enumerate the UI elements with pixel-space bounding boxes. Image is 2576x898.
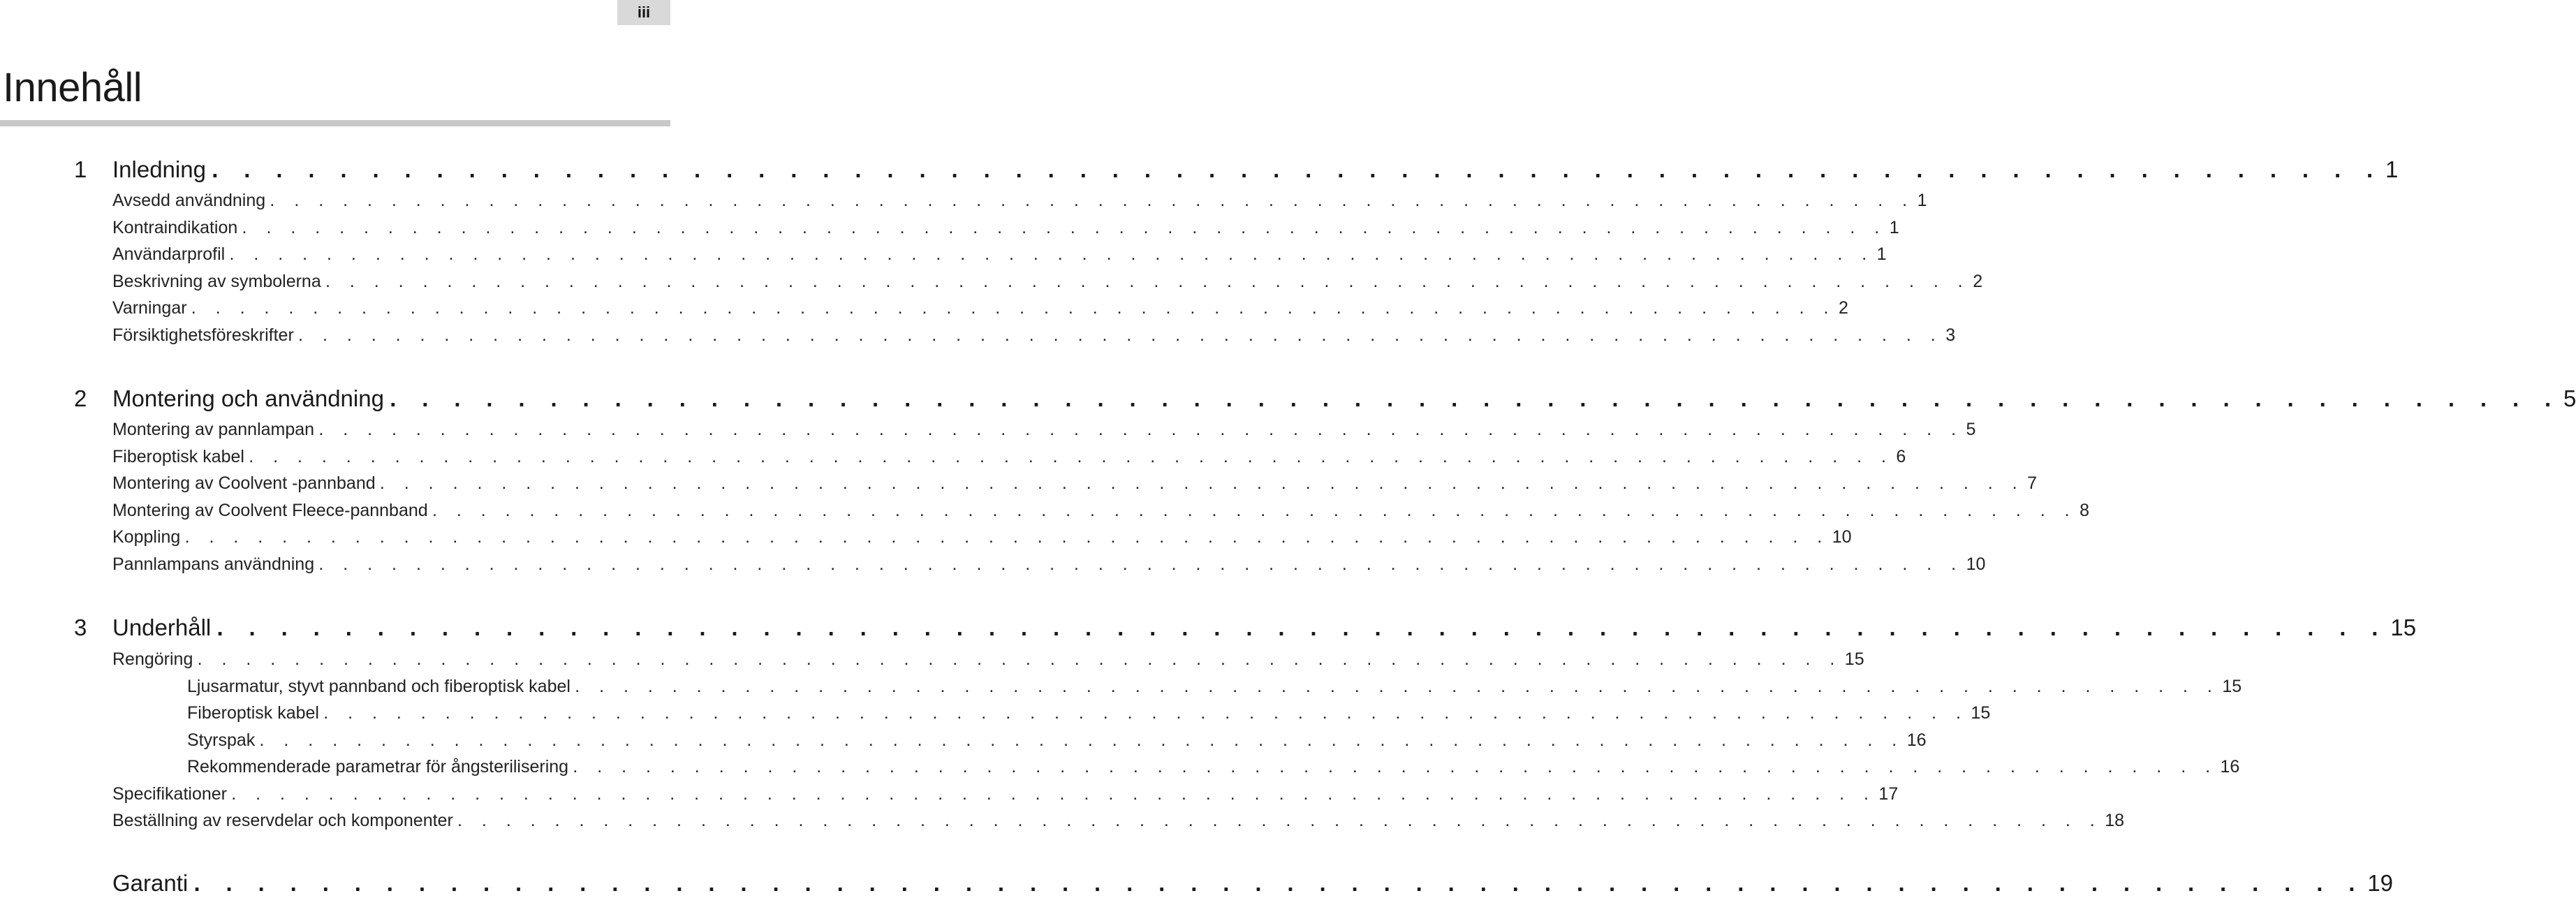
leader-dots: . . . . . . . . . . . . . . . . . . . . . . . . . . . . . . . . . . . . . . . . . . . . . . . . . . . . . . . . . . . . . . . . . . . . xyxy=(573,757,2218,776)
toc-item[interactable] xyxy=(112,499,2090,522)
leader-dots: . . . . . . . . . . . . . . . . . . . . . . . . . . . . . . . . . . . . . . . . . . . . . . . . . . . . . . . . . . . . . . . . . . . . xyxy=(197,649,1842,669)
toc-chapter-3-title: Underhåll xyxy=(112,614,212,640)
toc-item-page: 1 xyxy=(1876,244,1887,264)
page-number: iii xyxy=(617,0,670,25)
toc-item-page: 2 xyxy=(1838,298,1848,318)
toc-item[interactable] xyxy=(112,418,1976,441)
toc-subitem[interactable] xyxy=(187,702,1991,724)
toc-item[interactable] xyxy=(112,297,1848,319)
toc-item-label: Rekommenderade parametrar för ångsterilisering xyxy=(187,757,569,776)
toc-item[interactable] xyxy=(112,270,1983,293)
toc-item[interactable] xyxy=(112,189,1927,212)
leader-dots: . . . . . . . . . . . . . . . . . . . . . . . . . . . . . . . . . . . . . . . . . . . . . . . . . . . . . . . . . . . . . . . . . . . . xyxy=(318,554,1964,574)
toc-item-label: Kontraindikation xyxy=(112,218,238,237)
toc-item[interactable] xyxy=(112,472,2037,494)
toc-item-label: Fiberoptisk kabel xyxy=(112,447,244,466)
toc-chapter-warranty[interactable] xyxy=(112,869,2394,898)
toc-item-label: Beställning av reservdelar och komponenter xyxy=(112,811,453,830)
toc-item-label: Ljusarmatur, styvt pannband och fiberoptisk kabel xyxy=(187,677,571,696)
toc-chapter-2-page: 5 xyxy=(2563,385,2576,411)
toc-item[interactable] xyxy=(112,809,2125,832)
toc-item-label: Avsedd användning xyxy=(112,191,266,210)
toc-item-label: Rengöring xyxy=(112,649,193,669)
toc-chapter-warranty-page: 19 xyxy=(2367,870,2394,896)
leader-dots: . . . . . . . . . . . . . . . . . . . . . . . . . . . . . . . . . . . . . . . . . . . . . . . . . . . . . . . . . . . . . . . . . . . . xyxy=(216,614,2388,640)
leader-dots: . . . . . . . . . . . . . . . . . . . . . . . . . . . . . . . . . . . . . . . . . . . . . . . . . . . . . . . . . . . . . . . . . . . . xyxy=(270,191,1915,210)
toc-item-label: Styrspak xyxy=(187,730,256,750)
toc-item-page: 15 xyxy=(2222,677,2242,696)
toc-chapter-1[interactable] xyxy=(112,155,2399,184)
toc-item-label: Fiberoptisk kabel xyxy=(187,703,319,723)
leader-dots: . . . . . . . . . . . . . . . . . . . . . . . . . . . . . . . . . . . . . . . . . . . . . . . . . . . . . . . . . . . . . . . . . . . . xyxy=(325,272,1971,291)
toc-item-label: Försiktighetsföreskrifter xyxy=(112,325,294,345)
toc-item-page: 16 xyxy=(2220,757,2240,776)
leader-dots: . . . . . . . . . . . . . . . . . . . . . . . . . . . . . . . . . . . . . . . . . . . . . . . . . . . . . . . . . . . . . . . . . . . . xyxy=(191,298,1836,318)
toc-item-page: 1 xyxy=(1917,191,1927,210)
leader-dots: . . . . . . . . . . . . . . . . . . . . . . . . . . . . . . . . . . . . . . . . . . . . . . . . . . . . . . . . . . . . . . . . . . . . xyxy=(575,677,2220,696)
leader-dots: . . . . . . . . . . . . . . . . . . . . . . . . . . . . . . . . . . . . . . . . . . . . . . . . . . . . . . . . . . . . . . . . . . . . xyxy=(242,218,1887,237)
toc-item-label: Koppling xyxy=(112,527,181,547)
toc-item[interactable] xyxy=(112,783,1899,805)
toc-chapter-3-page: 15 xyxy=(2390,614,2417,640)
leader-dots: . . . . . . . . . . . . . . . . . . . . . . . . . . . . . . . . . . . . . . . . . . . . . . . . . . . . . . . . . . . . . . . . . . . . xyxy=(323,703,1968,723)
leader-dots: . . . . . . . . . . . . . . . . . . . . . . . . . . . . . . . . . . . . . . . . . . . . . . . . . . . . . . . . . . . . . . . . . . . . xyxy=(298,325,1943,345)
chapter-1-number: 1 xyxy=(74,156,87,182)
chapter-2-number: 2 xyxy=(74,385,87,411)
toc-item[interactable] xyxy=(112,526,1852,548)
leader-dots: . . . . . . . . . . . . . . . . . . . . . . . . . . . . . . . . . . . . . . . . . . . . . . . . . . . . . . . . . . . . . . . . . . . . xyxy=(184,527,1830,547)
toc-item[interactable] xyxy=(112,243,1887,265)
toc-chapter-warranty-title: Garanti xyxy=(112,870,189,896)
toc-item-page: 15 xyxy=(1971,703,1991,723)
toc-item-label: Montering av Coolvent -pannband xyxy=(112,473,376,493)
toc-item[interactable] xyxy=(112,324,1956,346)
toc-chapter-2[interactable] xyxy=(112,384,2576,413)
chapter-3-number: 3 xyxy=(74,614,87,640)
title-divider xyxy=(0,120,670,126)
toc-item-page: 5 xyxy=(1966,420,1976,439)
toc-item-label: Användarprofil xyxy=(112,244,226,264)
toc-item-page: 2 xyxy=(1973,272,1983,291)
leader-dots: . . . . . . . . . . . . . . . . . . . . . . . . . . . . . . . . . . . . . . . . . . . . . . . . . . . . . . . . . . . . . . . . . . . . xyxy=(212,156,2383,182)
toc-chapter-1-page: 1 xyxy=(2385,156,2399,182)
leader-dots: . . . . . . . . . . . . . . . . . . . . . . . . . . . . . . . . . . . . . . . . . . . . . . . . . . . . . . . . . . . . . . . . . . . . xyxy=(457,811,2103,830)
page-title: Innehåll xyxy=(3,65,142,110)
toc-chapter-2-title: Montering och användning xyxy=(112,385,384,411)
toc-item[interactable] xyxy=(112,216,1899,239)
toc-item-label: Beskrivning av symbolerna xyxy=(112,272,321,291)
toc-item-label: Specifikationer xyxy=(112,784,227,804)
toc-chapter-3[interactable] xyxy=(112,613,2417,642)
toc-item-label: Varningar xyxy=(112,298,187,318)
toc-subitem[interactable] xyxy=(187,756,2240,778)
toc-item-page: 3 xyxy=(1945,325,1956,345)
toc-item-page: 7 xyxy=(2027,473,2037,493)
leader-dots: . . . . . . . . . . . . . . . . . . . . . . . . . . . . . . . . . . . . . . . . . . . . . . . . . . . . . . . . . . . . . . . . . . . . xyxy=(193,870,2365,896)
toc-item-page: 6 xyxy=(1896,447,1906,466)
toc-item-page: 18 xyxy=(2105,811,2125,830)
leader-dots: . . . . . . . . . . . . . . . . . . . . . . . . . . . . . . . . . . . . . . . . . . . . . . . . . . . . . . . . . . . . . . . . . . . . xyxy=(249,447,1894,466)
leader-dots: . . . . . . . . . . . . . . . . . . . . . . . . . . . . . . . . . . . . . . . . . . . . . . . . . . . . . . . . . . . . . . . . . . . . xyxy=(318,420,1964,439)
toc-item-page: 10 xyxy=(1966,554,1986,574)
leader-dots: . . . . . . . . . . . . . . . . . . . . . . . . . . . . . . . . . . . . . . . . . . . . . . . . . . . . . . . . . . . . . . . . . . . . xyxy=(432,501,2077,520)
leader-dots: . . . . . . . . . . . . . . . . . . . . . . . . . . . . . . . . . . . . . . . . . . . . . . . . . . . . . . . . . . . . . . . . . . . . xyxy=(231,784,1876,804)
toc-item-page: 1 xyxy=(1889,218,1899,237)
leader-dots: . . . . . . . . . . . . . . . . . . . . . . . . . . . . . . . . . . . . . . . . . . . . . . . . . . . . . . . . . . . . . . . . . . . . xyxy=(229,244,1874,264)
toc-subitem[interactable] xyxy=(187,675,2242,698)
leader-dots: . . . . . . . . . . . . . . . . . . . . . . . . . . . . . . . . . . . . . . . . . . . . . . . . . . . . . . . . . . . . . . . . . . . . xyxy=(379,473,2025,493)
toc-item-page: 17 xyxy=(1878,784,1899,804)
toc-item-label: Montering av pannlampan xyxy=(112,420,315,439)
toc-item-page: 15 xyxy=(1844,649,1864,669)
toc-item[interactable] xyxy=(112,648,1864,670)
toc-item[interactable] xyxy=(112,553,1986,575)
leader-dots: . . . . . . . . . . . . . . . . . . . . . . . . . . . . . . . . . . . . . . . . . . . . . . . . . . . . . . . . . . . . . . . . . . . . xyxy=(259,730,1904,750)
toc-item-label: Pannlampans användning xyxy=(112,554,315,574)
toc-chapter-1-title: Inledning xyxy=(112,156,206,182)
toc-item-label: Montering av Coolvent Fleece-pannband xyxy=(112,501,428,520)
leader-dots: . . . . . . . . . . . . . . . . . . . . . . . . . . . . . . . . . . . . . . . . . . . . . . . . . . . . . . . . . . . . . . . . . . . . xyxy=(390,385,2561,411)
toc-item-page: 8 xyxy=(2080,501,2090,520)
toc-item-page: 16 xyxy=(1906,730,1927,750)
toc-item-page: 10 xyxy=(1832,527,1852,547)
toc-subitem[interactable] xyxy=(187,729,1927,751)
toc-item[interactable] xyxy=(112,446,1906,468)
